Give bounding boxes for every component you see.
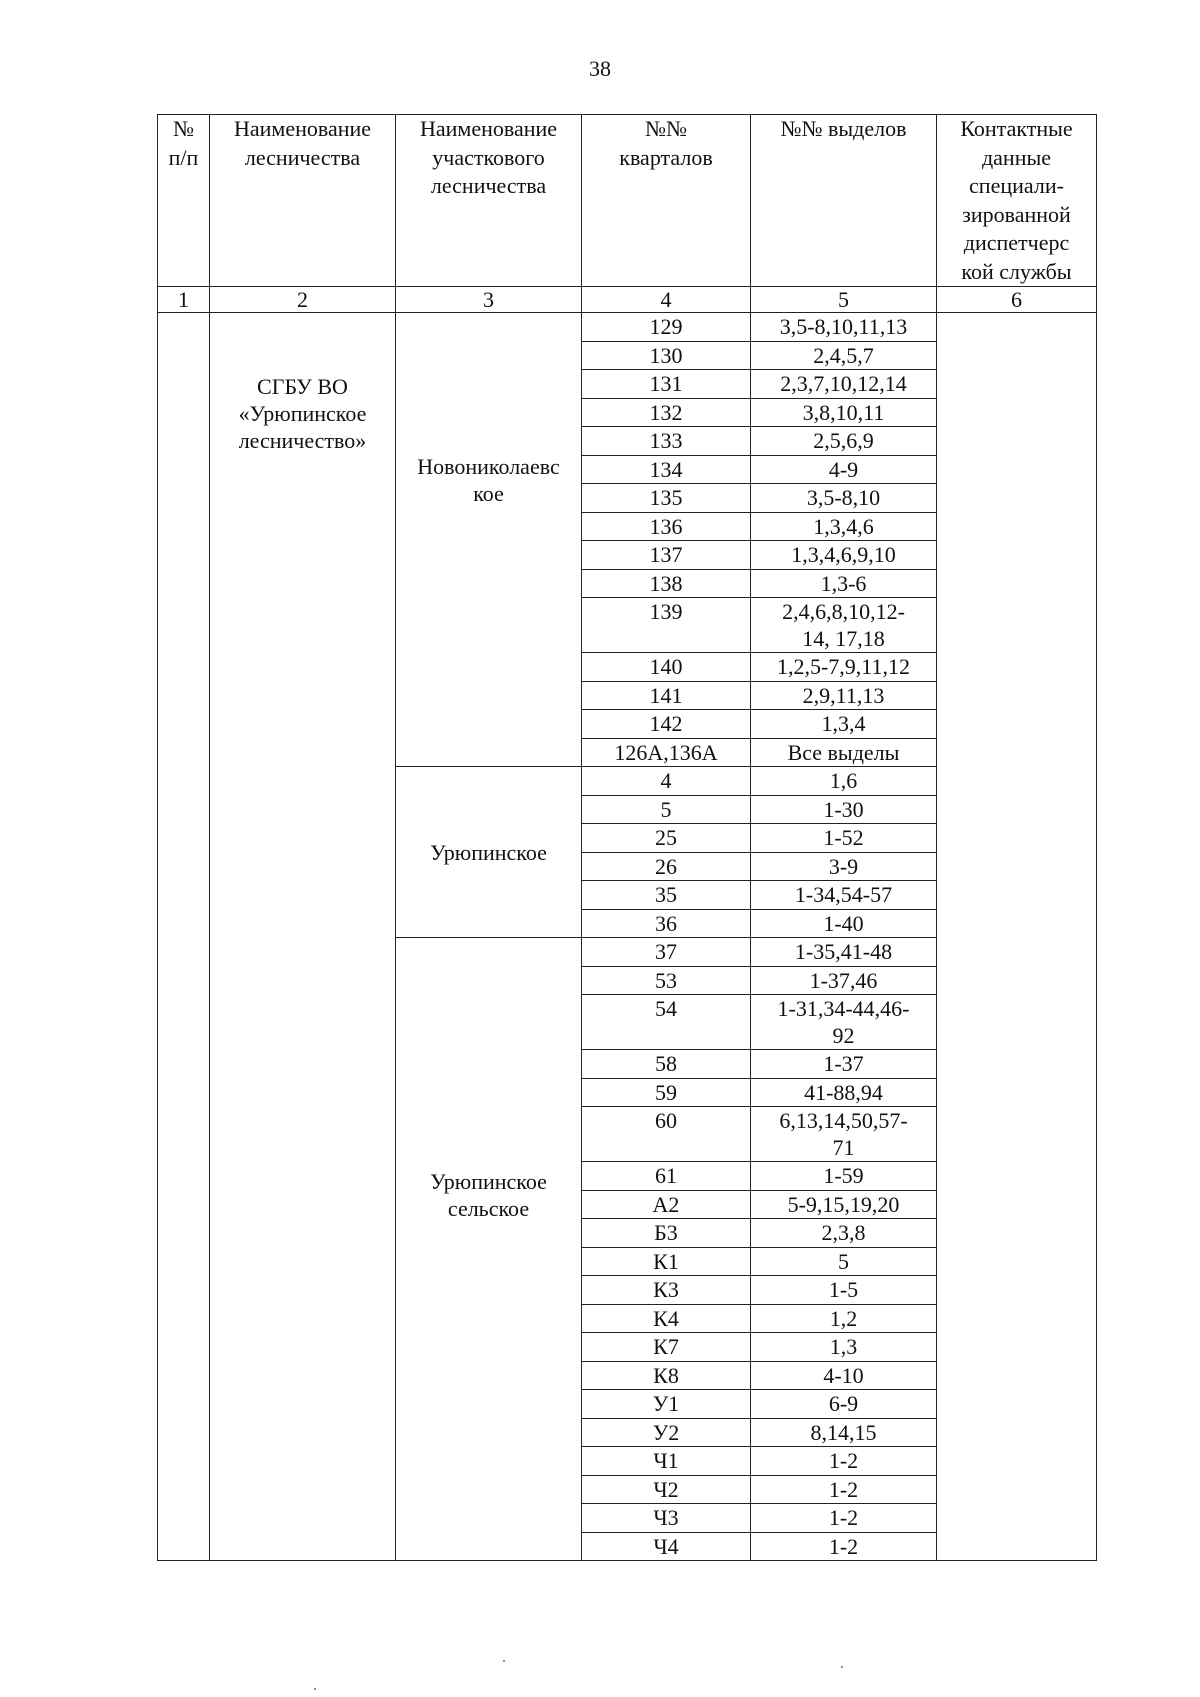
sections-cell: 1,3,4 [751,710,937,739]
header-sections: №№ выделов [751,115,937,287]
sections-cell: 1,3,4,6 [751,512,937,541]
column-number: 3 [396,287,582,313]
quarter-cell: 141 [582,681,751,710]
quarter-cell: Ч4 [582,1532,751,1561]
quarter-cell: 136 [582,512,751,541]
scan-speck [314,1688,316,1690]
quarter-cell: 4 [582,767,751,796]
quarter-cell: 135 [582,484,751,513]
column-number: 1 [158,287,210,313]
quarter-cell: 58 [582,1050,751,1079]
row-number-cell [158,313,210,1561]
sections-cell: 1-37 [751,1050,937,1079]
sections-cell: 1-34,54-57 [751,881,937,910]
column-number: 4 [582,287,751,313]
sections-cell: 3-9 [751,852,937,881]
sections-cell: 1-2 [751,1532,937,1561]
quarter-cell: 137 [582,541,751,570]
quarter-cell: 126А,136А [582,738,751,767]
sections-cell: 6-9 [751,1390,937,1419]
quarter-cell: 60 [582,1107,751,1162]
sections-cell: 5-9,15,19,20 [751,1190,937,1219]
header-forestry-name: Наименование лесничества [210,115,396,287]
sections-cell: 2,3,7,10,12,14 [751,370,937,399]
quarter-cell: У2 [582,1418,751,1447]
sections-cell: 1-37,46 [751,966,937,995]
table-row [158,313,1097,342]
district-name-cell: Новониколаевс кое [396,313,582,767]
quarter-cell: Ч1 [582,1447,751,1476]
sections-cell: 41-88,94 [751,1078,937,1107]
quarter-cell: 133 [582,427,751,456]
quarter-cell: Ч2 [582,1475,751,1504]
sections-cell: 1,3,4,6,9,10 [751,541,937,570]
quarter-cell: 138 [582,569,751,598]
quarter-cell: 37 [582,938,751,967]
header-contacts: Контактные данные специали- зированной диспетчерс кой службы [937,115,1097,287]
forestry-name-cell: СГБУ ВО «Урюпинское лесничество» [210,313,396,1561]
column-number-row [158,287,1097,313]
sections-cell: 1,3-6 [751,569,937,598]
district-name-cell: Урюпинское сельское [396,938,582,1561]
sections-cell: 8,14,15 [751,1418,937,1447]
sections-cell: 4-10 [751,1361,937,1390]
sections-cell: 6,13,14,50,57- 71 [751,1107,937,1162]
sections-cell: 1-52 [751,824,937,853]
quarter-cell: 53 [582,966,751,995]
sections-cell: 1,6 [751,767,937,796]
page-number: 38 [589,56,611,81]
contacts-cell [937,313,1097,1561]
district-name-cell: Урюпинское [396,767,582,938]
sections-cell: 2,9,11,13 [751,681,937,710]
sections-cell: 5 [751,1247,937,1276]
sections-cell: 1,3 [751,1333,937,1362]
header-quarters: №№ кварталов [582,115,751,287]
scan-speck [841,1666,843,1668]
quarter-cell: Б3 [582,1219,751,1248]
sections-cell: 1-5 [751,1276,937,1305]
column-number: 2 [210,287,396,313]
quarter-cell: 134 [582,455,751,484]
column-number: 6 [937,287,1097,313]
quarter-cell: 61 [582,1162,751,1191]
sections-cell: 3,5-8,10,11,13 [751,313,937,342]
quarter-cell: 131 [582,370,751,399]
quarter-cell: У1 [582,1390,751,1419]
quarter-cell: 132 [582,398,751,427]
header-row [158,115,1097,287]
sections-cell: 2,3,8 [751,1219,937,1248]
quarter-cell: 25 [582,824,751,853]
sections-cell: 1,2 [751,1304,937,1333]
sections-cell: 1-2 [751,1447,937,1476]
quarter-cell: 142 [582,710,751,739]
sections-cell: 2,4,5,7 [751,341,937,370]
sections-cell: 1-2 [751,1475,937,1504]
sections-cell: 3,8,10,11 [751,398,937,427]
quarter-cell: 35 [582,881,751,910]
sections-cell: 1-2 [751,1504,937,1533]
quarter-cell: 26 [582,852,751,881]
quarter-cell: А2 [582,1190,751,1219]
quarter-cell: К7 [582,1333,751,1362]
quarter-cell: 140 [582,653,751,682]
table-body [158,313,1097,1561]
sections-cell: 1,2,5-7,9,11,12 [751,653,937,682]
quarter-cell: К3 [582,1276,751,1305]
quarter-cell: 36 [582,909,751,938]
header-num: № п/п [158,115,210,287]
header-district-name: Наименование участкового лесничества [396,115,582,287]
sections-cell: 1-31,34-44,46- 92 [751,995,937,1050]
sections-cell: 2,5,6,9 [751,427,937,456]
sections-cell: 1-35,41-48 [751,938,937,967]
sections-cell: 2,4,6,8,10,12- 14, 17,18 [751,598,937,653]
forestry-table [157,114,1097,1561]
quarter-cell: К1 [582,1247,751,1276]
quarter-cell: 129 [582,313,751,342]
sections-cell: 3,5-8,10 [751,484,937,513]
sections-cell: 1-30 [751,795,937,824]
quarter-cell: К4 [582,1304,751,1333]
sections-cell: 1-40 [751,909,937,938]
quarter-cell: 139 [582,598,751,653]
sections-cell: 1-59 [751,1162,937,1191]
quarter-cell: 54 [582,995,751,1050]
quarter-cell: 5 [582,795,751,824]
sections-cell: 4-9 [751,455,937,484]
sections-cell: Все выделы [751,738,937,767]
quarter-cell: 130 [582,341,751,370]
column-number: 5 [751,287,937,313]
quarter-cell: Ч3 [582,1504,751,1533]
quarter-cell: 59 [582,1078,751,1107]
quarter-cell: К8 [582,1361,751,1390]
scan-speck [503,1660,505,1662]
